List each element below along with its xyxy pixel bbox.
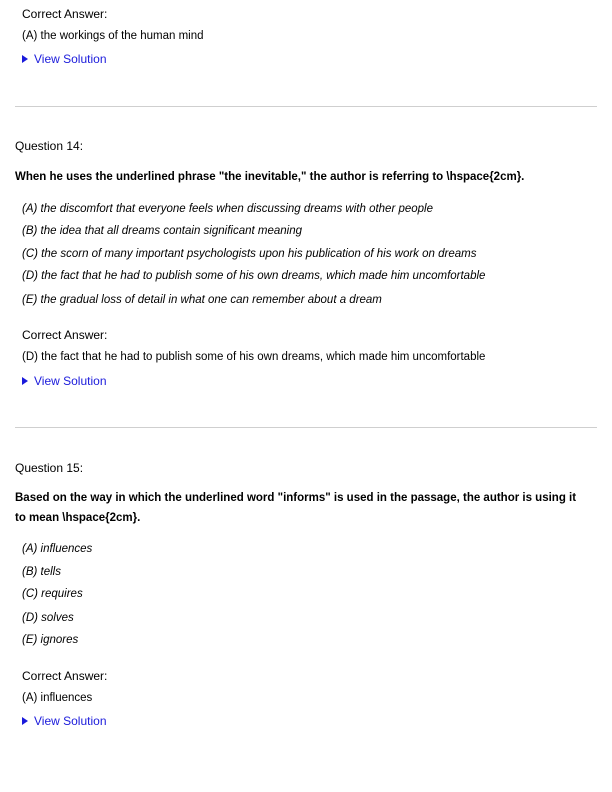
view-solution-link[interactable] — [22, 374, 107, 388]
question-stem: When he uses the underlined phrase "the inevitable," the author is referring to \hspace{2cm}. — [15, 171, 525, 183]
correct-answer-label: Correct Answer: — [22, 7, 108, 21]
answer-option: (B) the idea that all dreams contain significant meaning — [22, 225, 302, 237]
correct-answer-value: (A) the workings of the human mind — [22, 30, 204, 42]
divider — [15, 106, 597, 107]
question-heading: Question 15: — [15, 461, 84, 475]
answer-option: (D) the fact that he had to publish some of his own dreams, which made him uncomfortable — [22, 270, 486, 282]
answer-option: (A) influences — [22, 543, 93, 555]
answer-option: (C) requires — [22, 588, 83, 600]
answer-option: (E) the gradual loss of detail in what one can remember about a dream — [22, 294, 382, 306]
view-solution-label: View Solution — [34, 374, 107, 388]
correct-answer-value: (A) influences — [22, 692, 93, 704]
expand-triangle-icon — [22, 55, 28, 63]
view-solution-label: View Solution — [34, 714, 107, 728]
answer-option: (E) ignores — [22, 634, 79, 646]
view-solution-label: View Solution — [34, 52, 107, 66]
view-solution-link[interactable] — [22, 52, 107, 66]
correct-answer-label: Correct Answer: — [22, 328, 108, 342]
answer-option: (A) the discomfort that everyone feels when discussing dreams with other people — [22, 203, 434, 215]
question-stem: Based on the way in which the underlined word "informs" is used in the passage, the author is using it to mean \hspace{2cm}. — [15, 492, 577, 524]
expand-triangle-icon — [22, 377, 28, 385]
view-solution-link[interactable] — [22, 714, 107, 728]
question-heading: Question 14: — [15, 139, 84, 153]
answer-option: (D) solves — [22, 612, 74, 624]
divider — [15, 427, 597, 428]
correct-answer-label: Correct Answer: — [22, 669, 108, 683]
expand-triangle-icon — [22, 717, 28, 725]
answer-option: (B) tells — [22, 566, 61, 578]
correct-answer-value: (D) the fact that he had to publish some of his own dreams, which made him uncomfortable — [22, 351, 486, 363]
answer-option: (C) the scorn of many important psychologists upon his publication of his work on dreams — [22, 248, 477, 260]
